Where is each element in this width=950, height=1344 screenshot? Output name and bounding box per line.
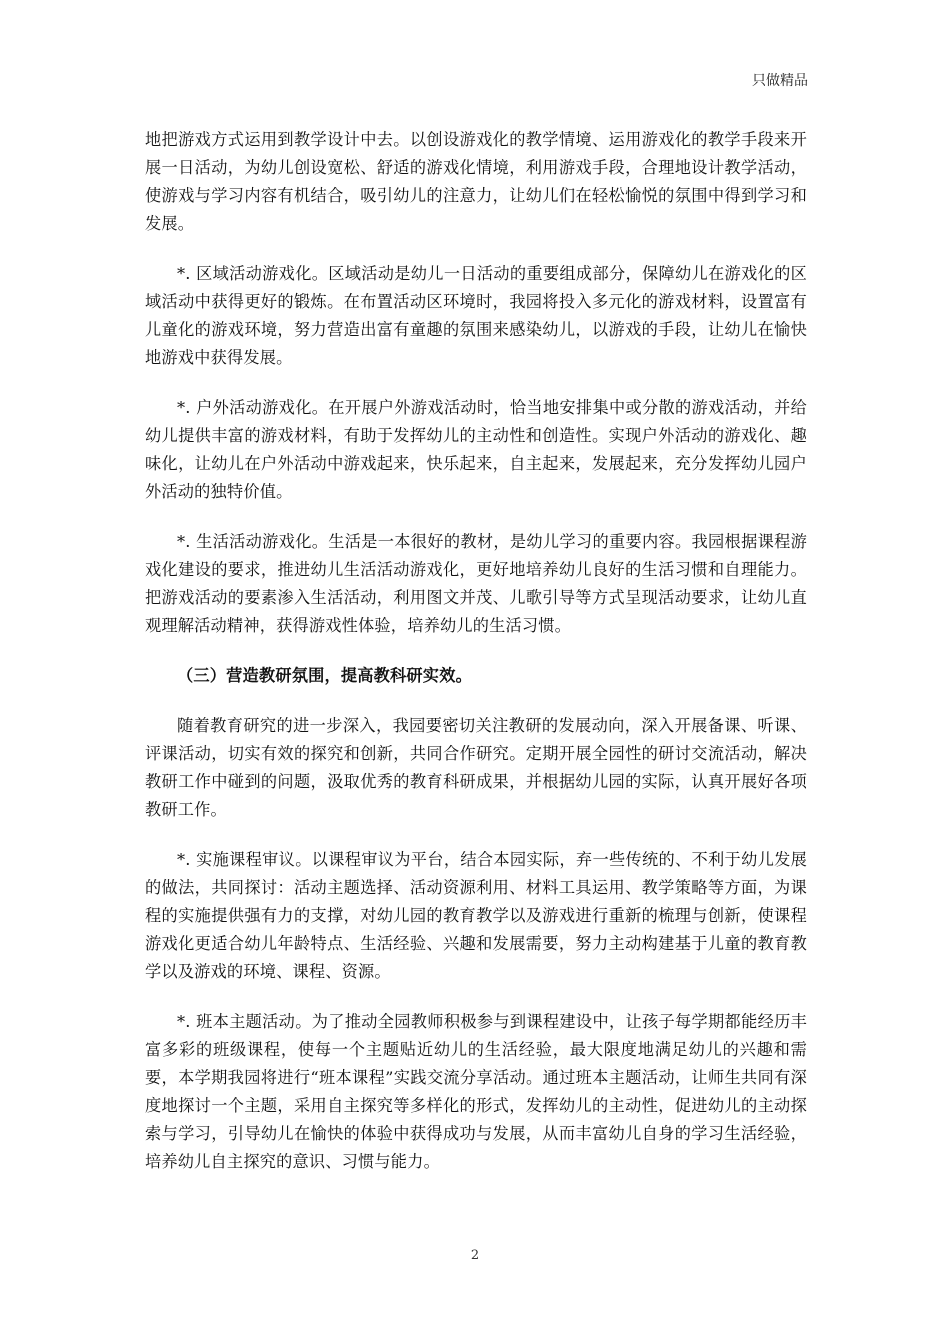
paragraph-class-theme: *. 班本主题活动。为了推动全园教师积极参与到课程建设中，让孩子每学期都能经历丰富多彩的班级课程，使每一个主题贴近幼儿的生活经验，最大限度地满足幼儿的兴趣和需要，本学期我园将进行“班本课程”实践交流分享活动。通过班本主题活动，让师生共同有深度地探讨一个主题，采用自主探究等多样化的形式，发挥幼儿的主动性，促进幼儿的主动探索与学习，引导幼儿在愉快的体验中获得成功与发展，从而丰富幼儿自身的学习生活经验，培养幼儿自主探究的意识、习惯与能力。 [145,1012,807,1171]
page-body [145,126,807,1198]
paragraph-research: 随着教育研究的进一步深入，我园要密切关注教研的发展动向，深入开展备课、听课、评课活动，切实有效的探究和创新，共同合作研究。定期开展全园性的研讨交流活动，解决教研工作中碰到的问题，汲取优秀的教育科研成果，并根据幼儿园的实际，认真开展好各项教研工作。 [145,716,807,819]
section-heading: （三）营造教研氛围，提高教科研实效。 [177,666,472,685]
paragraph-life-activities: *. 生活活动游戏化。生活是一本很好的教材，是幼儿学习的重要内容。我园根据课程游戏化建设的要求，推进幼儿生活活动游戏化，更好地培养幼儿良好的生活习惯和自理能力。把游戏活动的要素渗入生活活动，利用图文并茂、儿歌引导等方式呈现活动要求，让幼儿直观理解活动精神，获得游戏性体验，培养幼儿的生活习惯。 [145,532,807,635]
paragraph-outdoor-activities: *. 户外活动游戏化。在开展户外游戏活动时，恰当地安排集中或分散的游戏活动，并给幼儿提供丰富的游戏材料，有助于发挥幼儿的主动性和创造性。实现户外活动的游戏化、趣味化，让幼儿在户外活动中游戏起来，快乐起来，自主起来，发展起来，充分发挥幼儿园户外活动的独特价值。 [145,398,807,501]
paragraph-area-activities: *. 区域活动游戏化。区域活动是幼儿一日活动的重要组成部分，保障幼儿在游戏化的区域活动中获得更好的锻炼。在布置活动区环境时，我园将投入多元化的游戏材料，设置富有儿童化的游戏环境，努力营造出富有童趣的氛围来感染幼儿，以游戏的手段，让幼儿在愉快地游戏中获得发展。 [145,264,807,367]
paragraph-curriculum-review: *. 实施课程审议。以课程审议为平台，结合本园实际，弃一些传统的、不利于幼儿发展的做法，共同探讨：活动主题选择、活动资源利用、材料工具运用、教学策略等方面，为课程的实施提供强有力的支撑，对幼儿园的教育教学以及游戏进行重新的梳理与创新，使课程游戏化更适合幼儿年龄特点、生活经验、兴趣和发展需要，努力主动构建基于儿童的教育教学以及游戏的环境、课程、资源。 [145,850,807,981]
page-number: 2 [470,1248,480,1263]
page-header: 只做精品 [752,73,808,89]
paragraph-continuation: 地把游戏方式运用到教学设计中去。以创设游戏化的教学情境、运用游戏化的教学手段来开展一日活动，为幼儿创设宽松、舒适的游戏化情境，利用游戏手段，合理地设计教学活动，使游戏与学习内容有机结合，吸引幼儿的注意力，让幼儿们在轻松愉悦的氛围中得到学习和发展。 [145,130,807,233]
